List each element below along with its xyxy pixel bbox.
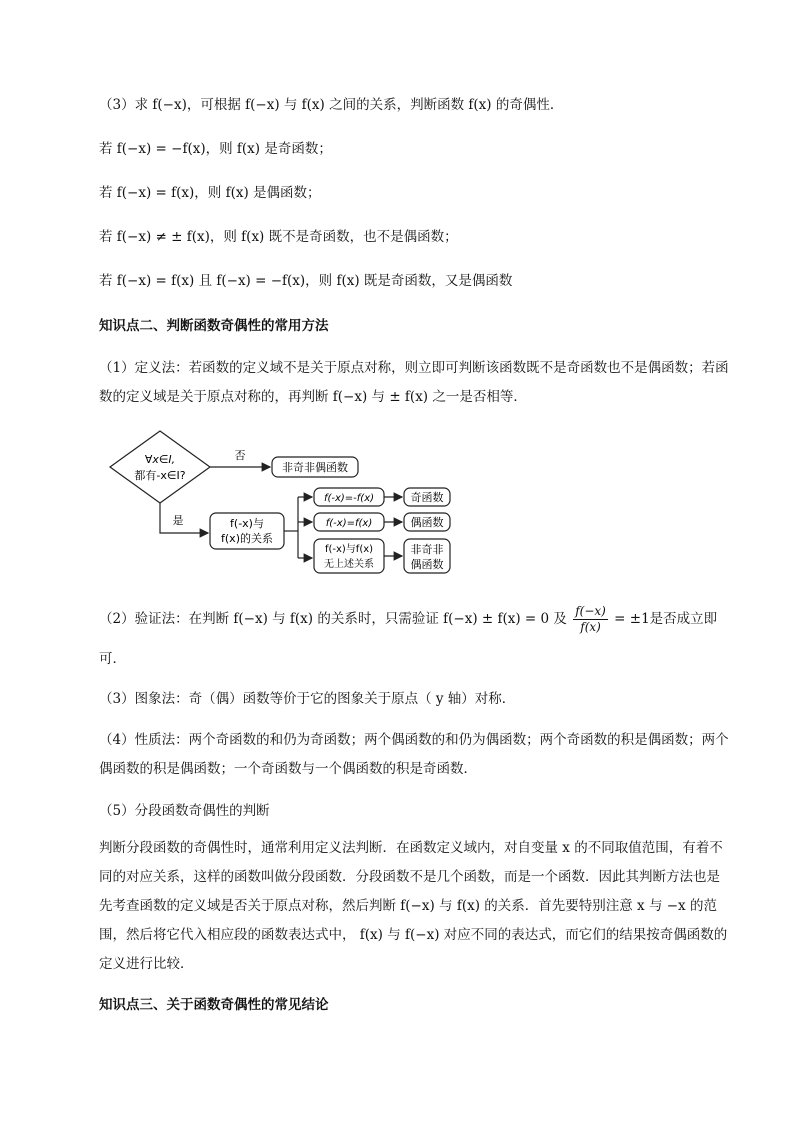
relation-text-1: f(-x)与 <box>230 517 264 530</box>
relation-text-2: f(x)的关系 <box>221 532 273 545</box>
no-label: 否 <box>234 449 246 462</box>
section-heading-2: 知识点二、判断函数奇偶性的常用方法 <box>99 318 329 334</box>
section-heading-3: 知识点三、关于函数奇偶性的常见结论 <box>99 997 329 1013</box>
parity-flowchart <box>100 425 460 580</box>
res-none-text-1: 非奇非 <box>410 543 444 556</box>
text-line-even: 若 f(−x) = f(x)，则 f(x) 是偶函数； <box>99 185 321 201</box>
res-odd-text: 奇函数 <box>410 491 444 504</box>
text-line-odd: 若 f(−x) = −f(x)，则 f(x) 是奇函数； <box>99 141 332 157</box>
method-property: （4）性质法：两个奇函数的和仍为奇函数；两个偶函数的和仍为偶函数；两个奇函数的积是偶函数；两个偶函数的积是偶函数；一个奇函数与一个偶函数的积是奇函数． <box>99 732 729 777</box>
diamond-text-2: 都有-x∈I? <box>134 469 186 482</box>
non-odd-even-text: 非奇非偶函数 <box>282 461 348 474</box>
method-piecewise-heading: （5）分段函数奇偶性的判断 <box>99 803 270 819</box>
cond-none-text-1: f(-x)与f(x) <box>324 544 374 555</box>
yes-label: 是 <box>172 514 184 527</box>
decision-diamond <box>110 431 210 503</box>
text-line-neither: 若 f(−x) ≠ ± f(x)，则 f(x) 既不是奇函数，也不是偶函数； <box>99 229 458 245</box>
method-verification <box>99 604 717 635</box>
method-verification-tail: = ±1是否成立即 <box>614 611 718 627</box>
method-graph: （3）图象法：奇（偶）函数等价于它的图象关于原点（ y 轴）对称． <box>99 691 516 707</box>
ratio-fraction <box>573 604 608 635</box>
res-none-text-2: 偶函数 <box>410 558 444 571</box>
fraction-numerator: f(−x) <box>575 604 606 618</box>
fraction-denominator: f(x) <box>580 620 601 634</box>
text-line-both: 若 f(−x) = f(x) 且 f(−x) = −f(x)，则 f(x) 既是奇函数，又是偶函数 <box>99 273 513 289</box>
cond-odd-text: f(-x)=-f(x) <box>323 493 375 504</box>
method-piecewise-paragraph: 判断分段函数的奇偶性时，通常利用定义法判断．在函数定义域内，对自变量 x 的不同取值范围，有着不同的对应关系，这样的函数叫做分段函数．分段函数不是几个函数，而是一个函数．因此其判断方法也是先考查函数的定义域是否关于原点对称，然后判断 f(−x) 与 f(x) 的关系．首先要特别注意 x 与 −x 的范围，然后将它代入相应段的函数表达式中， f(x) 与 f(−x) 对应不同的表达式，而它们的结果按奇偶函数的定义进行比较． <box>99 840 728 972</box>
res-even-text: 偶函数 <box>410 516 444 529</box>
text-line-1: （3）求 f(−x)，可根据 f(−x) 与 f(x) 之间的关系，判断函数 f(x) 的奇偶性． <box>99 97 564 113</box>
method-verification-text: （2）验证法：在判断 f(−x) 与 f(x) 的关系时，只需验证 f(−x) ± f(x) = 0 及 <box>99 611 567 627</box>
method-definition: （1）定义法：若函数的定义域不是关于原点对称，则立即可判断该函数既不是奇函数也不是偶函数；若函数的定义域是关于原点对称的，再判断 f(−x) 与 ± f(x) 之一是否相等． <box>99 360 729 405</box>
cond-none-text-2: 无上述关系 <box>324 559 374 570</box>
cond-even-text: f(-x)=f(x) <box>325 518 373 529</box>
method-verification-end: 可． <box>99 651 126 667</box>
diamond-text-1: ∀x∈I, <box>144 453 176 466</box>
